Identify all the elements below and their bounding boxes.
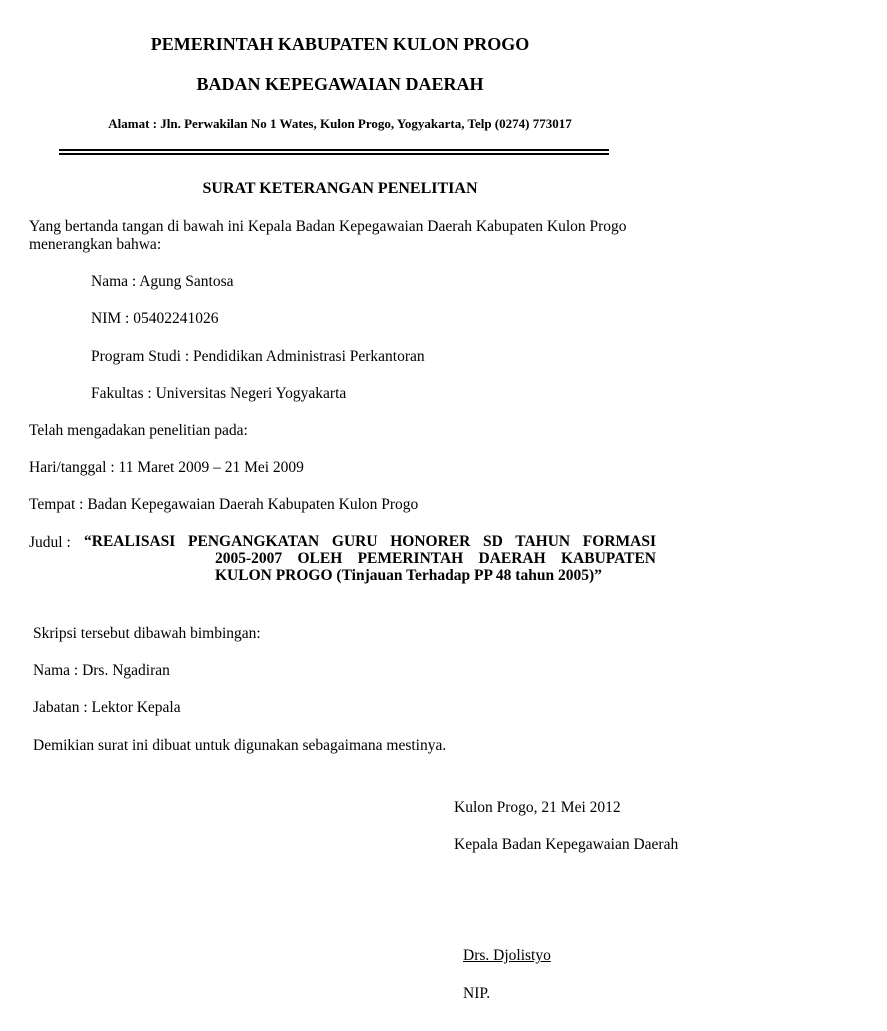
signature-place-date: Kulon Progo, 21 Mei 2012 (454, 799, 621, 816)
judul-line-3: KULON PROGO (Tinjauan Terhadap PP 48 tahun 2005)” (215, 567, 602, 584)
letter-title: SURAT KETERANGAN PENELITIAN (202, 180, 478, 197)
judul-line-1: “REALISASI PENGANGKATAN GURU HONORER SD TAHUN FORMASI (84, 533, 656, 550)
judul-label: Judul : (29, 534, 71, 551)
header-divider-bottom (59, 153, 609, 155)
research-place: Tempat : Badan Kepegawaian Daerah Kabupaten Kulon Progo (29, 496, 419, 513)
research-intro: Telah mengadakan penelitian pada: (29, 422, 248, 439)
supervision-intro: Skripsi tersebut dibawah bimbingan: (33, 625, 261, 642)
student-faculty: Fakultas : Universitas Negeri Yogyakarta (91, 385, 347, 402)
header-divider-top (59, 149, 609, 151)
judul-line-2: 2005-2007 OLEH PEMERINTAH DAERAH KABUPATEN (215, 550, 656, 567)
supervisor-title: Jabatan : Lektor Kepala (33, 699, 181, 716)
student-name: Nama : Agung Santosa (91, 273, 234, 290)
research-date: Hari/tanggal : 11 Maret 2009 – 21 Mei 2009 (29, 459, 304, 476)
header-government: PEMERINTAH KABUPATEN KULON PROGO (150, 34, 530, 54)
supervisor-name: Nama : Drs. Ngadiran (33, 662, 170, 679)
intro-line-1: Yang bertanda tangan di bawah ini Kepala Badan Kepegawaian Daerah Kabupaten Kulon Progo (29, 218, 627, 235)
student-program: Program Studi : Pendidikan Administrasi Perkantoran (91, 348, 425, 365)
closing-statement: Demikian surat ini dibuat untuk digunakan sebagaimana mestinya. (33, 737, 447, 754)
signature-position: Kepala Badan Kepegawaian Daerah (454, 836, 679, 853)
judul-text (84, 533, 656, 584)
intro-line-2: menerangkan bahwa: (29, 236, 162, 253)
header-address: Alamat : Jln. Perwakilan No 1 Wates, Kulon Progo, Yogyakarta, Telp (0274) 773017 (108, 116, 572, 131)
student-nim: NIM : 05402241026 (91, 310, 219, 327)
header-agency: BADAN KEPEGAWAIAN DAERAH (196, 74, 484, 94)
signature-nip: NIP. (463, 985, 491, 1002)
signature-name: Drs. Djolistyo (463, 947, 551, 964)
